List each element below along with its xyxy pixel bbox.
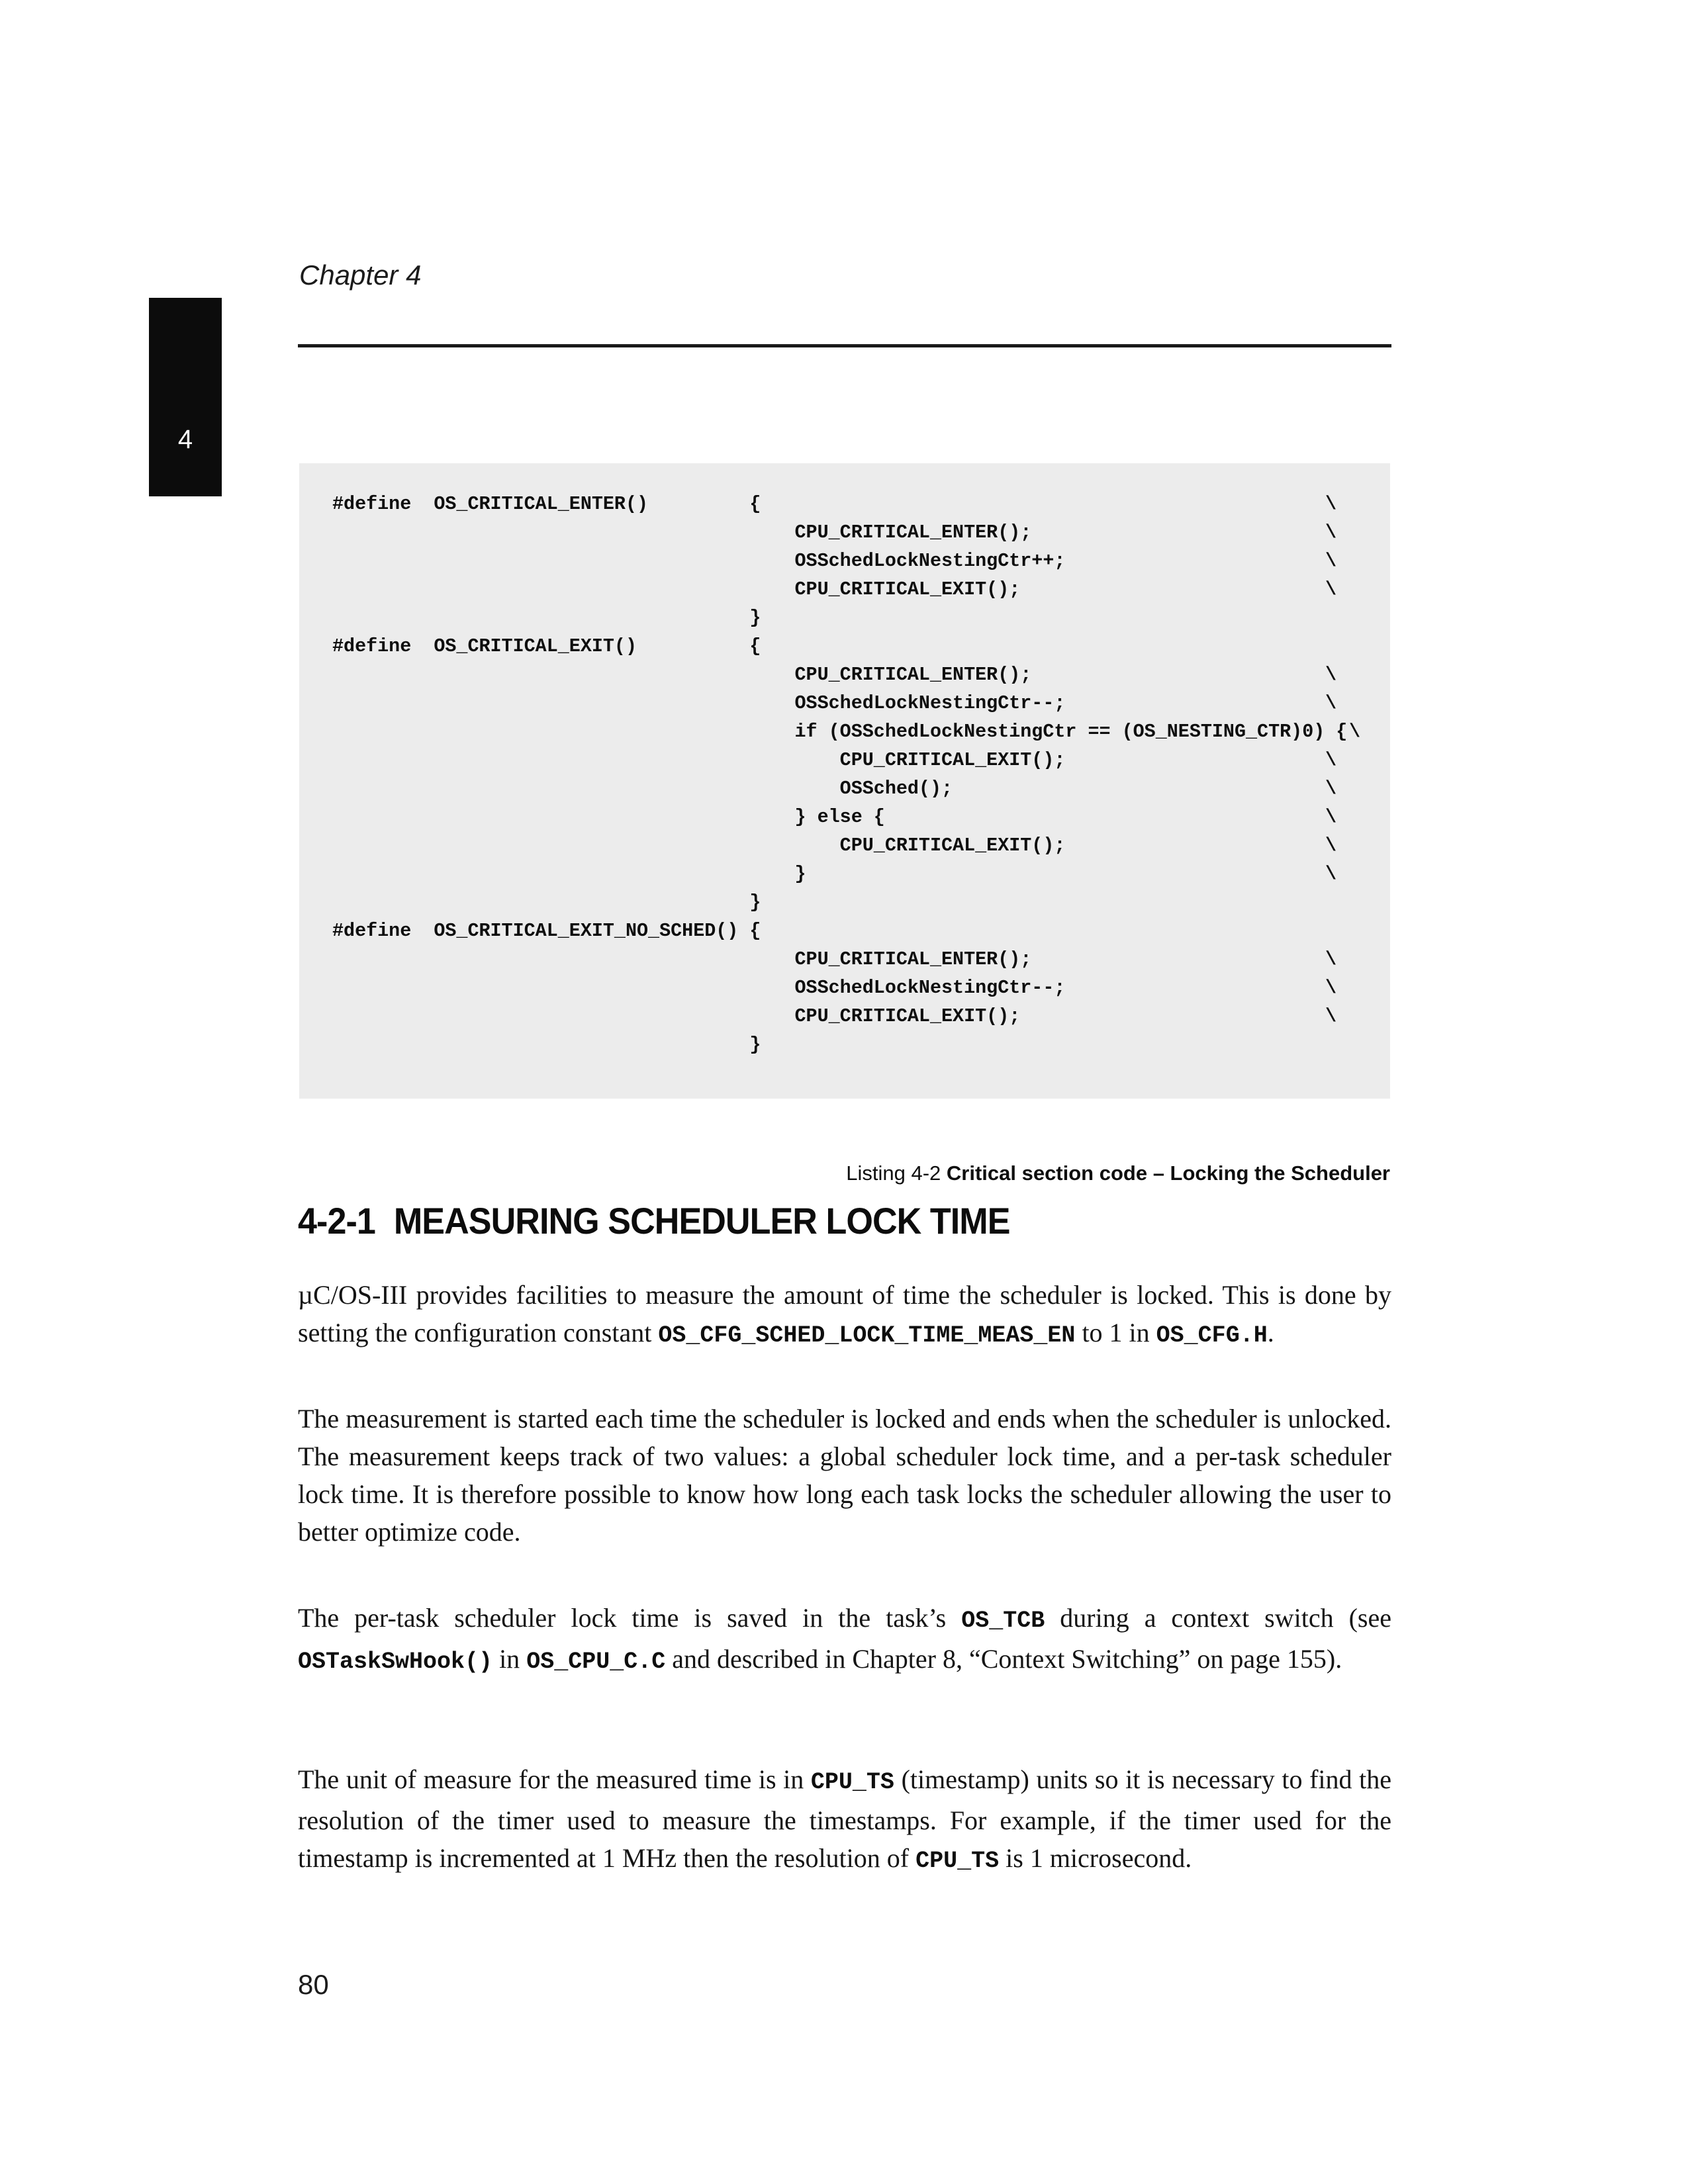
listing-caption [298, 1161, 1390, 1185]
code-line: CPU_CRITICAL_ENTER(); \ [332, 660, 1390, 689]
code-line: #define OS_CRITICAL_EXIT_NO_SCHED() { [332, 920, 761, 942]
code-line: OSSchedLockNestingCtr--; \ [332, 974, 1390, 1002]
listing-caption-number: Listing 4-2 [846, 1161, 947, 1185]
line-continuation-backslash: \ [1325, 778, 1337, 799]
code-line: if (OSSchedLockNestingCtr == (OS_NESTING_CTR)0) { \ [332, 717, 1390, 746]
header-rule [298, 344, 1391, 347]
paragraph: The unit of measure for the measured time is in CPU_TS (timestamp) units so it is necessary to find the resolution of the timer used to measure the timestamps. For example, if the timer used for the timestamp is incremented at 1 MHz then the resolution of CPU_TS is 1 microsecond. [298, 1764, 1391, 1874]
line-continuation-backslash: \ [1325, 692, 1337, 714]
line-continuation-backslash: \ [1325, 522, 1337, 543]
code-line: } [332, 891, 761, 913]
chapter-edge-tab [149, 298, 222, 496]
line-continuation-backslash: \ [1349, 721, 1361, 743]
paragraph: The measurement is started each time the scheduler is locked and ends when the scheduler is unlocked. The measurement keeps track of two values: a global scheduler lock time, and a per-task scheduler lock time. It is therefore possible to know how long each task locks the scheduler allowing the user to better optimize code. [298, 1404, 1391, 1547]
code-line: CPU_CRITICAL_EXIT(); \ [332, 575, 1390, 604]
paragraph: The per-task scheduler lock time is saved in the task’s OS_TCB during a context switch (see OSTaskSwHook() in OS_CPU_C.C and described in Chapter 8, “Context Switching” on page 155). [298, 1603, 1391, 1675]
line-continuation-backslash: \ [1325, 578, 1337, 600]
code-line: CPU_CRITICAL_EXIT(); \ [332, 831, 1390, 860]
chapter-header-label: Chapter 4 [299, 259, 422, 291]
line-continuation-backslash: \ [1325, 863, 1337, 885]
code-line: #define OS_CRITICAL_ENTER() { \ [332, 490, 1390, 518]
line-continuation-backslash: \ [1325, 948, 1337, 970]
line-continuation-backslash: \ [1325, 493, 1337, 515]
line-continuation-backslash: \ [1325, 1005, 1337, 1027]
code-line: CPU_CRITICAL_ENTER(); \ [332, 518, 1390, 547]
line-continuation-backslash: \ [1325, 977, 1337, 999]
code-line: OSSched(); \ [332, 774, 1390, 803]
code-line: CPU_CRITICAL_EXIT(); \ [332, 746, 1390, 774]
section-heading [298, 1199, 1010, 1242]
code-line: #define OS_CRITICAL_EXIT() { [332, 635, 761, 657]
code-line: } [332, 1034, 761, 1056]
code-listing-box [299, 463, 1390, 1099]
line-continuation-backslash: \ [1325, 550, 1337, 572]
line-continuation-backslash: \ [1325, 806, 1337, 828]
chapter-tab-number: 4 [177, 425, 193, 454]
listing-caption-title: Critical section code – Locking the Scheduler [946, 1161, 1390, 1185]
code-line: OSSchedLockNestingCtr--; \ [332, 689, 1390, 717]
line-continuation-backslash: \ [1325, 749, 1337, 771]
code-line: } else { \ [332, 803, 1390, 831]
line-continuation-backslash: \ [1325, 664, 1337, 686]
code-line: CPU_CRITICAL_ENTER(); \ [332, 945, 1390, 974]
code-line: } [332, 607, 761, 629]
code-line: } \ [332, 860, 1390, 888]
code-line: OSSchedLockNestingCtr++; \ [332, 547, 1390, 575]
paragraph: µC/OS-III provides facilities to measure the amount of time the scheduler is locked. This is done by setting the configuration constant OS_CFG_SCHED_LOCK_TIME_MEAS_EN to 1 in OS_CFG.H. [298, 1280, 1391, 1349]
section-title: MEASURING SCHEDULER LOCK TIME [393, 1200, 1010, 1242]
code-listing-body [332, 490, 1390, 1059]
section-number: 4-2-1 [298, 1200, 375, 1242]
page-number: 80 [298, 1969, 329, 2000]
line-continuation-backslash: \ [1325, 835, 1337, 856]
code-line: CPU_CRITICAL_EXIT(); \ [332, 1002, 1390, 1030]
